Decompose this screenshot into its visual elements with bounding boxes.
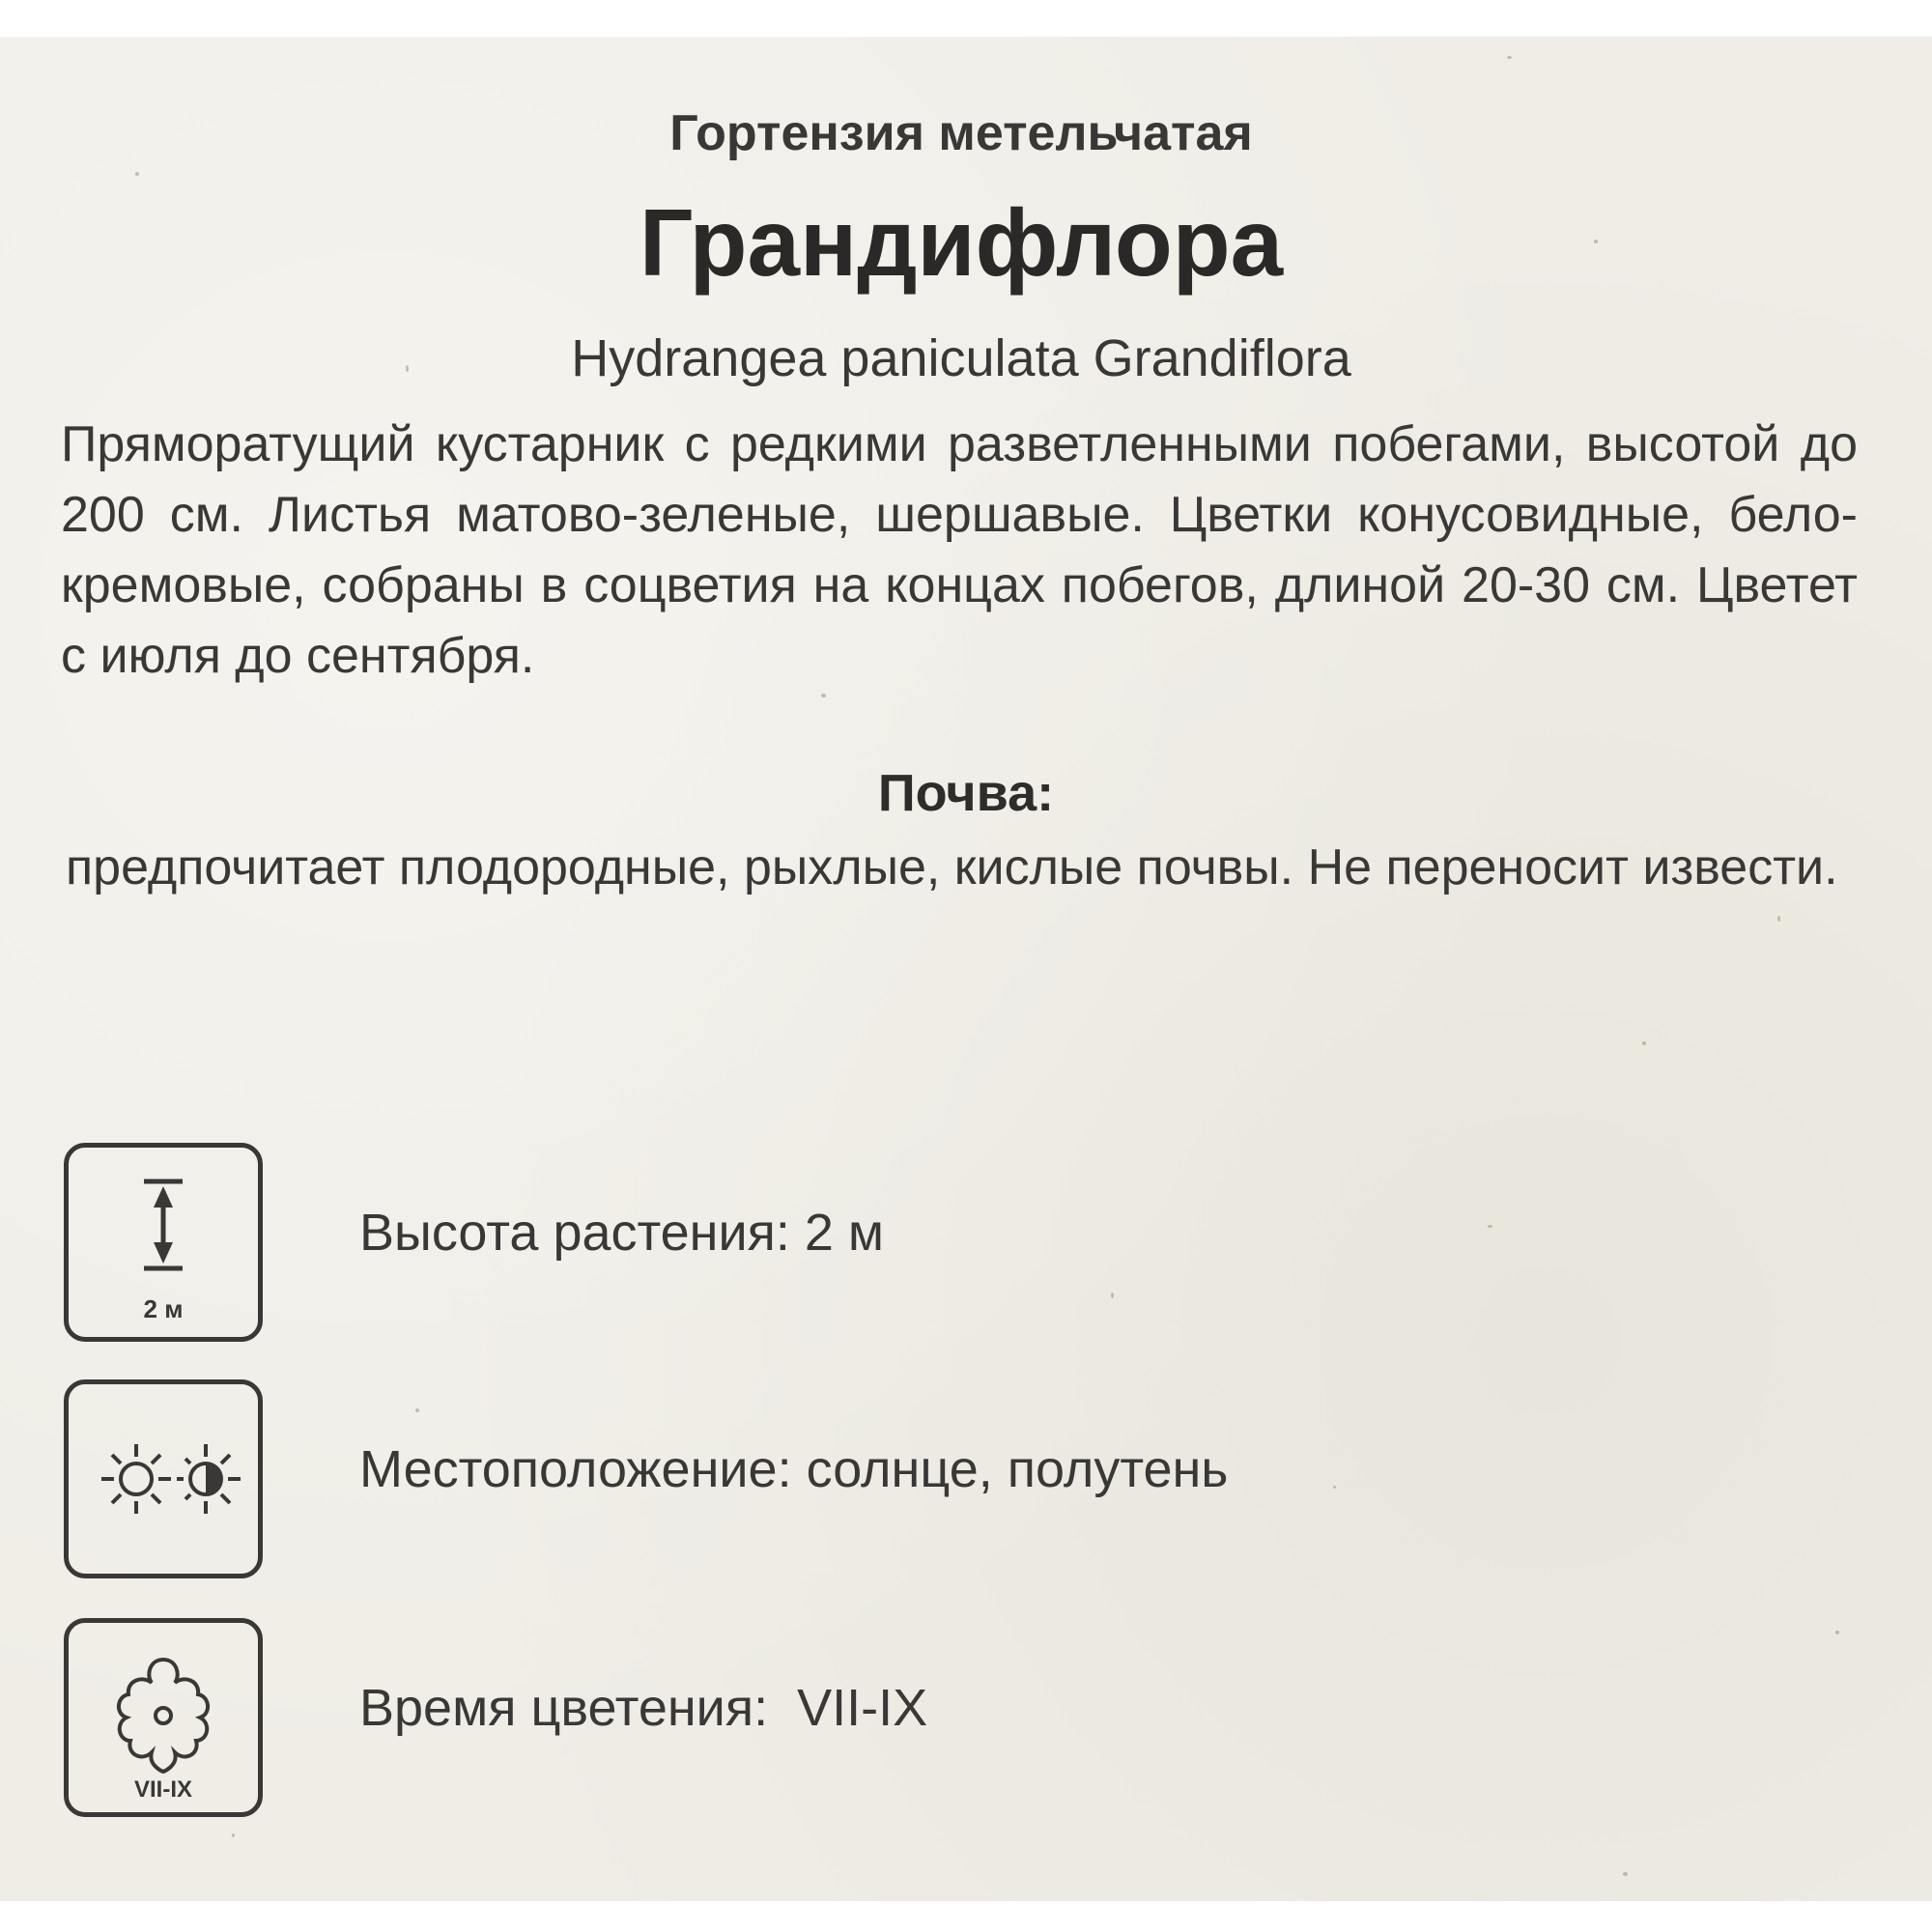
bloom-icon-box bbox=[64, 1618, 263, 1817]
location-label: Местоположение: солнце, полутень bbox=[359, 1440, 1229, 1498]
paper-background bbox=[0, 37, 1932, 1901]
paper-speck bbox=[1111, 1293, 1114, 1298]
location-icon-box bbox=[64, 1379, 263, 1578]
paper-speck bbox=[232, 1833, 235, 1837]
paper-speck bbox=[415, 1408, 419, 1412]
paper-speck bbox=[1507, 56, 1512, 59]
bloom-icon-caption: VII-IX bbox=[133, 1776, 193, 1803]
paper-speck bbox=[1777, 916, 1780, 922]
soil-description: предпочитает плодородные, рыхлые, кислые почвы. Не переносит извести. bbox=[66, 839, 1838, 895]
plant-description: Пряморатущий кустарник с редкими разветленными побегами, высотой до 200 см. Листья матово-зеленые, шершавые. Цветки конусовидные, бело-кремовые, собраны в соцветия на концах побегов, длиной 20-30 см. Цветет с июля до сентября. bbox=[61, 416, 1858, 684]
height-arrow-icon bbox=[69, 1148, 258, 1337]
paper-speck bbox=[1333, 1486, 1336, 1489]
paper-speck bbox=[821, 694, 826, 697]
height-label: Высота растения: 2 м bbox=[359, 1204, 885, 1262]
sun-partial-shade-icon bbox=[69, 1384, 258, 1574]
paper-speck bbox=[1642, 1041, 1646, 1045]
paper-speck bbox=[1835, 1631, 1839, 1634]
paper-speck bbox=[135, 172, 139, 176]
flower-icon bbox=[69, 1623, 258, 1812]
height-icon-box bbox=[64, 1143, 263, 1342]
paper-speck bbox=[1488, 1225, 1492, 1228]
paper-speck bbox=[1623, 1872, 1628, 1876]
variety-title: Грандифлора bbox=[639, 189, 1284, 296]
latin-name: Hydrangea paniculata Grandiflora bbox=[571, 329, 1351, 387]
plant-species-subtitle: Гортензия метельчатая bbox=[669, 105, 1253, 161]
bloom-time-label: Время цветения: VII-IX bbox=[359, 1679, 928, 1737]
soil-heading: Почва: bbox=[877, 764, 1055, 822]
height-icon-caption: 2 м bbox=[143, 1294, 184, 1323]
